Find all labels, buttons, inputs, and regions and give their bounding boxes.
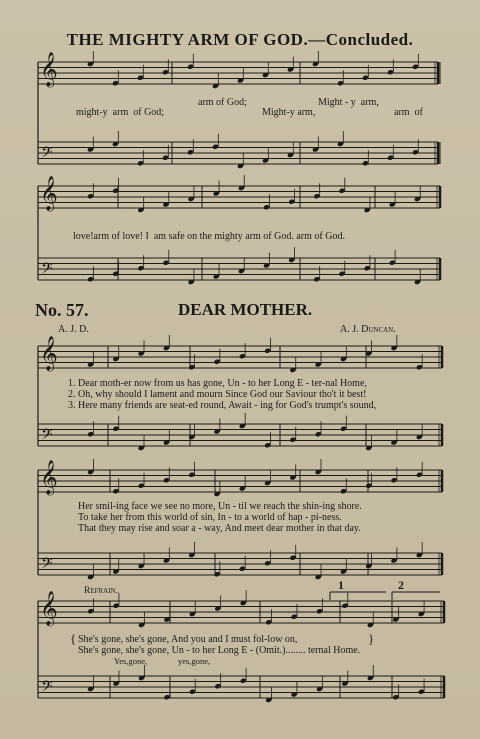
bass-clef-icon: 𝄢 <box>41 678 53 699</box>
refrain-echo-1: Yes,gone, <box>114 656 148 666</box>
system-4-bass-staff <box>38 553 442 575</box>
hymn-title: DEAR MOTHER. <box>178 300 313 319</box>
lyric-line-lower-2: Might-y arm, <box>262 107 316 118</box>
treble-clef-icon: 𝄞 <box>40 176 58 211</box>
words-credit: A. J. D. <box>58 324 89 335</box>
ending-2-marker: 2 <box>398 578 404 592</box>
music-credit: A. J. Duncan. <box>340 324 396 335</box>
verse-line-2a: 2. Oh, why should I lament and mourn Since God our Saviour tho't it best! <box>68 389 367 400</box>
treble-clef-icon: 𝄞 <box>40 52 58 87</box>
lyric-line-section2: love!arm of love! I am safe on the mighty arm of God. arm of God. <box>73 231 345 242</box>
ending-1-marker: 1 <box>338 578 344 592</box>
hymn-number: No. 57. <box>35 300 89 320</box>
page-title: THE MIGHTY ARM OF GOD.—Concluded. <box>66 30 414 49</box>
refrain-line-1: She's gone, she's gone, And you and I must fol-low on, <box>78 634 298 645</box>
brace-right-icon: } <box>368 631 375 646</box>
refrain-line-2: She's gone, she's gone, Un - to her Long E - (Omit.)........ ternal Home. <box>78 645 361 656</box>
verse-line-1b: Her smil-ing face we see no more, Un - til we reach the shin-ing shore. <box>78 501 362 512</box>
bass-clef-icon: 𝄢 <box>41 426 53 447</box>
lyric-line-lower-1: might-y arm of God; <box>76 107 165 118</box>
refrain-echo-2: yes,gone, <box>178 656 211 666</box>
system-2-bass-staff <box>38 258 440 280</box>
brace-left-icon: { <box>70 631 77 646</box>
verse-line-3a: 3. Here many friends are seat-ed round, Await - ing for God's trumpt's sound, <box>68 400 377 411</box>
bass-clef-icon: 𝄢 <box>41 144 53 165</box>
refrain-label: Refrain. <box>84 586 118 596</box>
verse-line-1a: 1. Dear moth-er now from us has gone, Un - to her Long E - ter-nal Home, <box>68 378 367 389</box>
lyric-line-upper-2: Might - y arm, <box>318 97 379 108</box>
lyric-line-upper-1: arm of God; <box>198 97 247 108</box>
treble-clef-icon: 𝄞 <box>40 591 58 626</box>
verse-line-2b: To take her from this world of sin, In - to a world of hap - pi-ness. <box>78 512 342 523</box>
verse-line-3b: That they may rise and soar a - way, And meet dear mother in that day. <box>78 523 361 534</box>
lyric-line-lower-3: arm of <box>394 107 423 118</box>
bass-clef-icon: 𝄢 <box>41 260 53 281</box>
bass-clef-icon: 𝄢 <box>41 555 53 576</box>
system-5-bass-staff <box>38 676 444 698</box>
treble-clef-icon: 𝄞 <box>40 336 58 371</box>
treble-clef-icon: 𝄞 <box>40 460 58 495</box>
system-1-bass-staff <box>38 142 438 164</box>
